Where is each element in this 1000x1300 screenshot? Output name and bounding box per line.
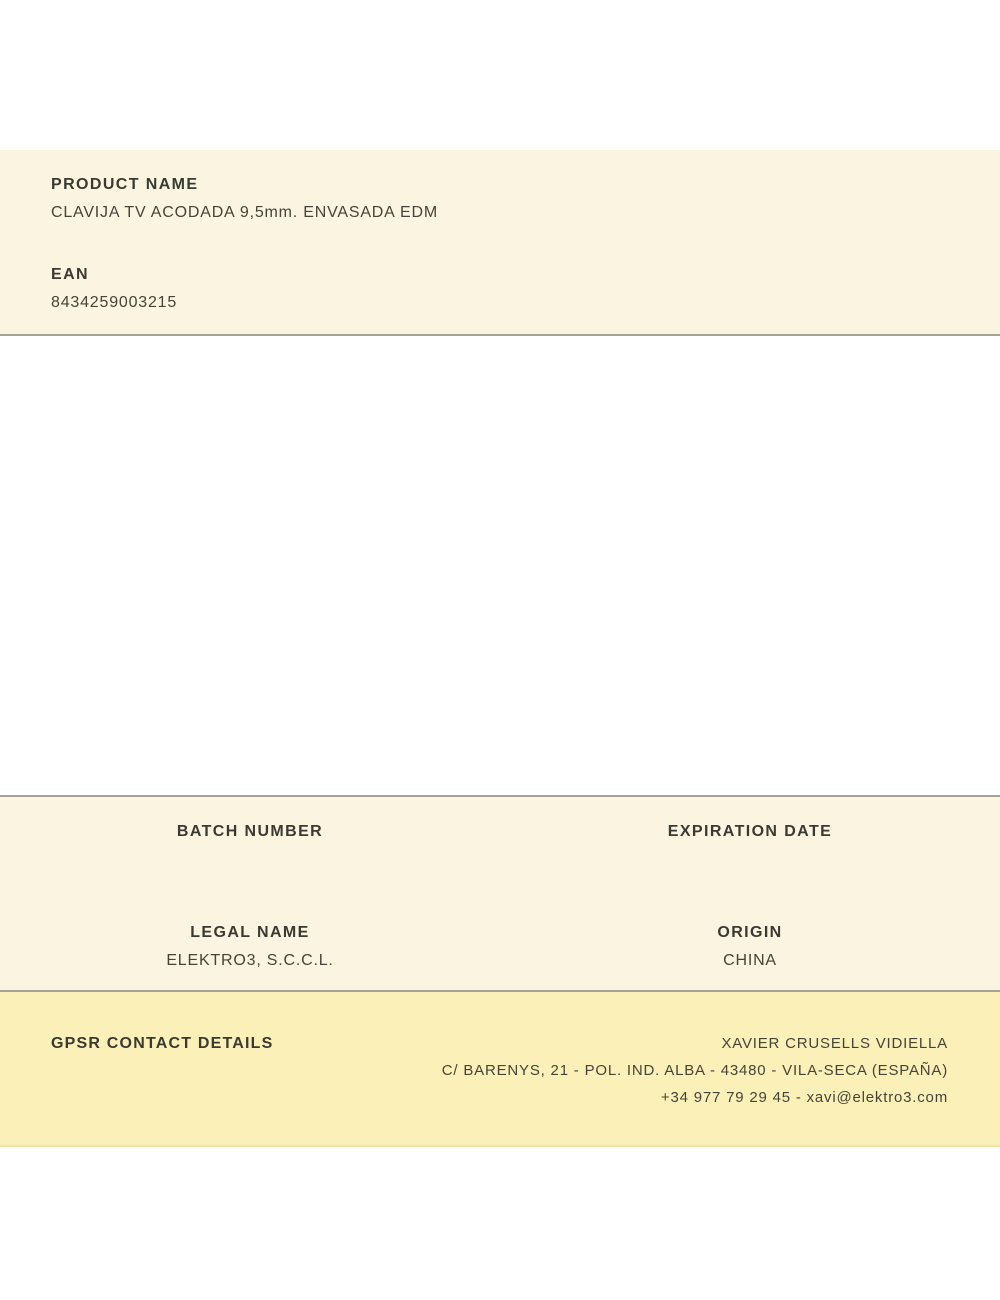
product-identity-section (0, 150, 1000, 336)
origin-value: CHINA (723, 952, 777, 969)
gpsr-contact-section (0, 992, 1000, 1147)
origin-field (500, 924, 1000, 970)
batch-number-field (0, 823, 500, 851)
contact-phone-email: +34 977 79 29 45 - xavi@elektro3.com (660, 1089, 948, 1106)
legal-name-value: ELEKTRO3, S.C.C.L. (166, 952, 334, 969)
batch-number-label: BATCH NUMBER (176, 823, 324, 840)
gpsr-contact-lines (442, 1030, 948, 1111)
ean-value: 8434259003215 (51, 294, 178, 311)
batch-origin-section (0, 795, 1000, 992)
expiration-date-label: EXPIRATION DATE (667, 823, 833, 840)
legal-name-label: LEGAL NAME (190, 924, 310, 941)
product-name-field (51, 176, 949, 222)
ean-field (51, 266, 949, 312)
product-name-label: PRODUCT NAME (51, 176, 199, 193)
gpsr-contact-label: GPSR CONTACT DETAILS (51, 1035, 274, 1052)
product-name-value: CLAVIJA TV ACODADA 9,5mm. ENVASADA EDM (51, 204, 438, 221)
contact-address: C/ BARENYS, 21 - POL. IND. ALBA - 43480 - VILA-SECA (ESPAÑA) (441, 1062, 948, 1079)
contact-person-name: XAVIER CRUSELLS VIDIELLA (721, 1035, 948, 1052)
legal-name-field (0, 924, 500, 970)
origin-label: ORIGIN (717, 924, 783, 941)
legal-origin-row (0, 924, 1000, 970)
expiration-date-field (500, 823, 1000, 851)
batch-expiration-row (0, 823, 1000, 851)
ean-label: EAN (51, 266, 89, 283)
